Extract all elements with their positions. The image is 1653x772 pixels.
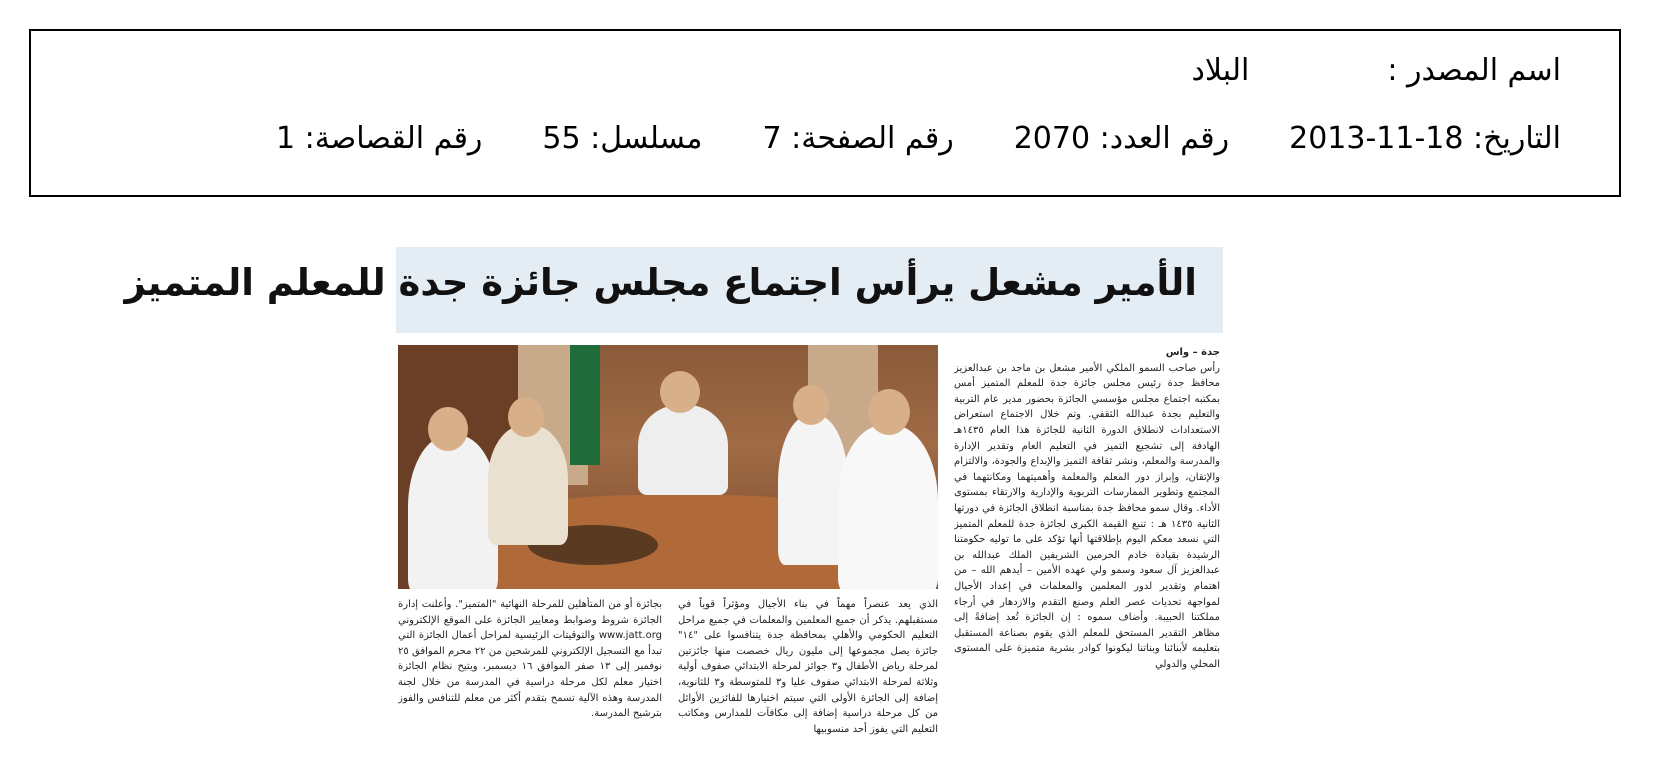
clip-number-label: رقم القصاصة: [304, 121, 483, 156]
headline-band [124, 247, 1223, 333]
clip-number-field [276, 121, 482, 156]
source-line [1192, 53, 1561, 88]
article-headline: الأمير مشعل يرأس اجتماع مجلس جائزة جدة للمعلم المتميز [124, 261, 1197, 304]
source-label: اسم المصدر : [1387, 53, 1561, 88]
issue-value: 2070 [1013, 121, 1091, 156]
article-column-right [954, 345, 1220, 745]
issue-field [1014, 121, 1229, 156]
issue-label: رقم العدد: [1099, 121, 1230, 156]
article-text-left: بجائزة أو من المتأهلين للمرحلة النهائية "المتميز". وأعلنت إدارة الجائزة شروط وضوابط ومعايير الجائزة على الموقع الإلكتروني www.jatt.org والتوقيتات الرئيسية لمراحل أعمال الجائزة التي تبدأ مع التسجيل الإلكتروني للمرشحين من ٢٢ محرم الموافق ٢٥ نوفمبر إلى ١٣ صفر الموافق ١٦ ديسمبر، ويتيح نظام الجائزة اختيار معلم لكل مرحلة دراسية في المدرسة من خلال لجنة المدرسة وهذه الآلية تسمح بتقدم أكثر من معلم للتنافس والفوز بترشيح المدرسة. [398, 599, 662, 720]
page-value: 7 [762, 121, 782, 156]
serial-value: 55 [542, 121, 581, 156]
date-field [1289, 121, 1561, 156]
serial-field [542, 121, 702, 156]
source-value: البلاد [1191, 53, 1250, 88]
clipping-metadata-box [29, 29, 1621, 197]
meeting-photo [398, 345, 938, 589]
article-text-right: رأس صاحب السمو الملكي الأمير مشعل بن ماجد بن عبدالعزيز محافظ جدة رئيس مجلس جائزة جدة للمعلم المتميز أمس بمكتبه اجتماع مجلس مؤسسي الجائزة بحضور مدير عام التربية والتعليم بجدة عبدالله الثقفي. وتم خلال الاجتماع استعراض الاستعدادات لانطلاق الدورة الثانية للجائزة هذا العام ١٤٣٥هـ الهادفة إلى تشجيع التميز في التعليم العام وتقدير الإدارة والمدرسة والمعلم، ونشر ثقافة التميز والإبداع والجودة، والالتزام والإتقان، وإبراز دور المعلم والمعلمة وأهميتهما ومكانتهما في المجتمع وتطوير الممارسات التربوية والإدارية والارتقاء بمستوى الأداء. وقال سمو محافظ جدة بمناسبة انطلاق الجائزة في دورتها الثانية ١٤٣٥ هـ : تنبع القيمة الكبرى لجائزة جدة للمعلم المتميز التي نسعد معكم اليوم بإطلاقتها أنها تؤكد على ما توليه حكومتنا الرشيدة بقيادة خادم الحرمين الشريفين الملك عبدالله بن عبدالعزيز آل سعود وسمو ولي عهده الأمين – أيدهم الله – من اهتمام وتقدير لدور المعلمين والمعلمات في إعداد الأجيال لمواجهة تحديات عصر العلم وصنع التقدم والازدهار في أرجاء مملكتنا الحبيبة. وأضاف سموه : إن الجائزة تُعد إضافةً إلى مظاهر التقدير المستحق للمعلم الذي يقوم بصناعة المستقبل بتعليمه لأبنائنا وبناتنا ليكونوا كوادر بشرية متميزة على المستوى المحلي والدولي [954, 362, 1220, 670]
page-label: رقم الصفحة: [791, 121, 954, 156]
clip-number-value: 1 [275, 121, 296, 156]
date-label: التاريخ: [1473, 121, 1561, 156]
date-value: 2013-11-18 [1289, 121, 1464, 156]
details-line [276, 121, 1561, 156]
article-column-middle [678, 597, 938, 747]
page-field [763, 121, 954, 156]
serial-label: مسلسل: [590, 121, 703, 156]
newspaper-clipping [124, 247, 1223, 747]
article-dateline: جدة – واس [1165, 347, 1220, 358]
article-text-middle: الذي يعد عنصراً مهماً في بناء الأجيال ومؤثراً قوياً في مستقبلهم. يذكر أن جميع المعلمين والمعلمات في جميع مراحل التعليم الحكومي والأهلي بمحافظة جدة يتنافسوا على "١٤" جائزة يصل مجموعها إلى مليون ريال خصصت منها جائزتين لمرحلة رياض الأطفال و٣ جوائز لمرحلة الابتدائي صفوف أولية وثلاثة لمرحلة الابتدائي صفوف عليا و٣ للمتوسطة و٣ للثانوية، إضافة إلى الجائزة الأولى التي سيتم اختيارها للفائزين الأوائل من كل مرحلة دراسية إضافة إلى مكافآت للمدارس ومكاتب التعليم التي يفوز أحد منسوبيها [678, 599, 938, 735]
article-column-left [398, 597, 662, 747]
